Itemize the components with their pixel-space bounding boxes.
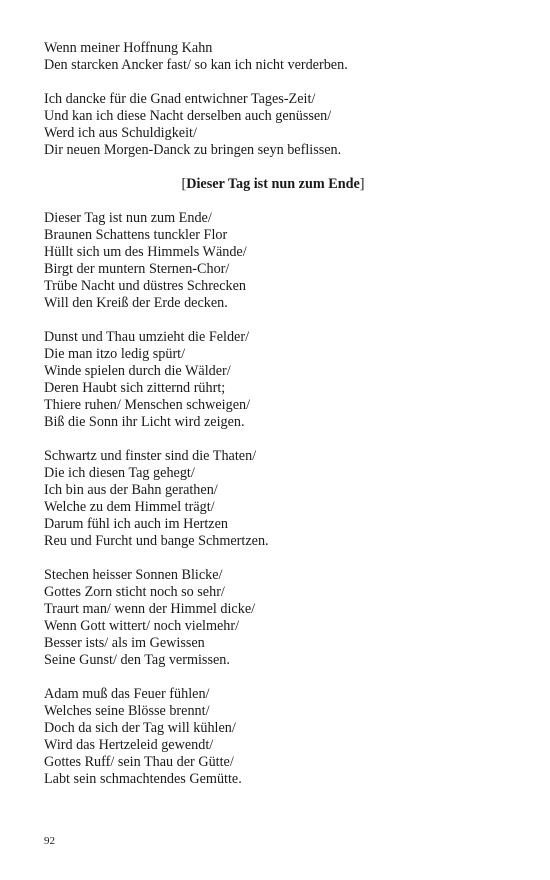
verse-line: Darum fühl ich auch im Hertzen [44,516,228,532]
verse-line: Seine Gunst/ den Tag vermissen. [44,652,230,668]
stanza [44,329,514,431]
verse-line: Gottes Ruff/ sein Thau der Gütte/ [44,754,234,770]
verse-line: Wenn meiner Hoffnung Kahn [44,40,213,56]
verse-line: Stechen heisser Sonnen Blicke/ [44,567,223,583]
verse-line: Dir neuen Morgen-Danck zu bringen seyn beflissen. [44,142,342,158]
heading-title: Dieser Tag ist nun zum Ende [186,176,360,192]
verse-line: Wenn Gott wittert/ noch vielmehr/ [44,618,240,634]
verse-line: Deren Haubt sich zitternd rührt; [44,380,226,396]
verse-line: Dunst und Thau umzieht die Felder/ [44,329,250,345]
poem-heading [44,176,514,193]
stanza [44,210,514,312]
page-content [44,40,514,805]
verse-line: Doch da sich der Tag will kühlen/ [44,720,236,736]
verse-line: Reu und Furcht und bange Schmertzen. [44,533,269,549]
heading-open-bracket: [ [181,176,187,192]
stanza [44,686,514,788]
verse-line: Winde spielen durch die Wälder/ [44,363,231,379]
verse-line: Schwartz und finster sind die Thaten/ [44,448,257,464]
verse-line: Welches seine Blösse brennt/ [44,703,210,719]
previous-poem-ending [44,40,514,159]
verse-line: Den starcken Ancker fast/ so kan ich nicht verderben. [44,57,348,73]
verse-line: Wird das Hertzeleid gewendt/ [44,737,214,753]
verse-line: Adam muß das Feuer fühlen/ [44,686,210,702]
stanza [44,40,514,74]
verse-line: Biß die Sonn ihr Licht wird zeigen. [44,414,245,430]
verse-line: Ich dancke für die Gnad entwichner Tages-Zeit/ [44,91,316,107]
verse-line: Welche zu dem Himmel trägt/ [44,499,215,515]
stanza [44,448,514,550]
verse-line: Ich bin aus der Bahn gerathen/ [44,482,218,498]
verse-line: Thiere ruhen/ Menschen schweigen/ [44,397,251,413]
page-number: 92 [44,835,55,847]
verse-line: Braunen Schattens tunckler Flor [44,227,228,243]
verse-line: Hüllt sich um des Himmels Wände/ [44,244,247,260]
verse-line: Die man itzo ledig spürt/ [44,346,186,362]
verse-line: Die ich diesen Tag gehegt/ [44,465,195,481]
verse-line: Und kan ich diese Nacht derselben auch genüssen/ [44,108,332,124]
verse-line: Labt sein schmachtendes Gemütte. [44,771,242,787]
verse-line: Birgt der muntern Sternen-Chor/ [44,261,230,277]
stanza [44,567,514,669]
verse-line: Werd ich aus Schuldigkeit/ [44,125,197,141]
verse-line: Besser ists/ als im Gewissen [44,635,205,651]
verse-line: Will den Kreiß der Erde decken. [44,295,228,311]
poem-body [44,210,514,788]
stanza [44,91,514,159]
verse-line: Gottes Zorn sticht noch so sehr/ [44,584,225,600]
verse-line: Trübe Nacht und düstres Schrecken [44,278,246,294]
heading-close-bracket: ] [359,176,365,192]
verse-line: Traurt man/ wenn der Himmel dicke/ [44,601,256,617]
verse-line: Dieser Tag ist nun zum Ende/ [44,210,212,226]
